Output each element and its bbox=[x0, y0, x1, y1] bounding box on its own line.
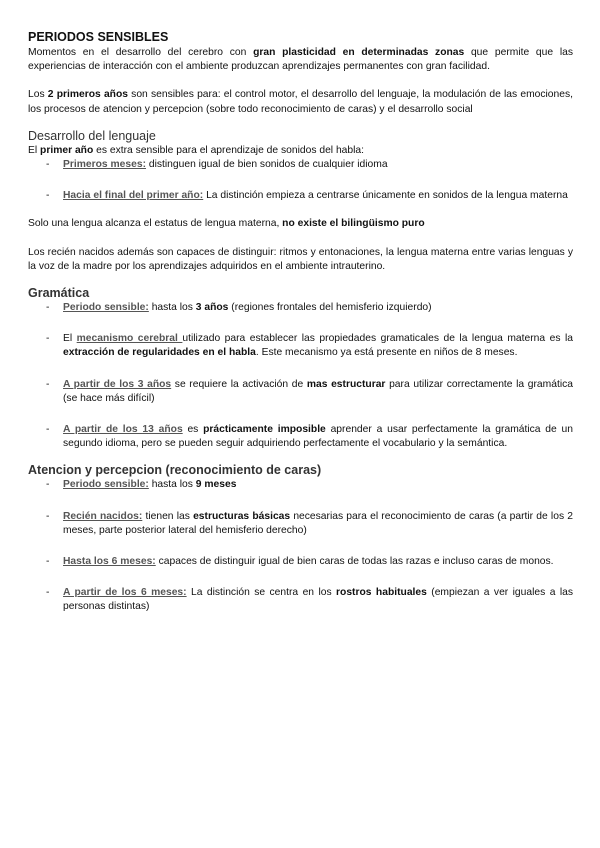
bilinguismo-paragraph: Solo una lengua alcanza el estatus de lengua materna, no existe el bilingüismo puro bbox=[28, 218, 425, 230]
sensitive-areas-paragraph: Los 2 primeros años son sensibles para: el control motor, el desarrollo del lenguaje, la modulación de las emociones, los procesos de atencion y percepcion (sobre todo reconocimiento de caras) y el desarrollo social bbox=[28, 89, 574, 115]
list-item: - A partir de los 6 meses: La distinción se centra en los rostros habituales (empiezan a ver iguales a las personas distintas) bbox=[46, 587, 574, 613]
list-item: - Periodo sensible: hasta los 3 años (regiones frontales del hemisferio izquierdo) bbox=[46, 302, 432, 314]
recien-nacidos-paragraph: Los recién nacidos además son capaces de distinguir: ritmos y entonaciones, la lengua materna entre varias lenguas y la voz de la madre por los aprendizajes adquiridos en el ambiente intrauterino. bbox=[28, 246, 573, 272]
page-title: PERIODOS SENSIBLES bbox=[28, 30, 169, 44]
list-item: - Periodo sensible: hasta los 9 meses bbox=[46, 479, 237, 491]
list-item: - El mecanismo cerebral utilizado para establecer las propiedades gramaticales de la lengua materna es la extracción de regularidades en el habla. Este mecanismo ya está presente en niños de 8 meses. bbox=[46, 333, 573, 359]
list-item: - A partir de los 3 años se requiere la activación de mas estructurar para utilizar correctamente la gramática (se hace más difícil) bbox=[46, 378, 573, 404]
document-page bbox=[28, 30, 573, 615]
atencion-list bbox=[28, 478, 573, 614]
section-heading-lenguaje: Desarrollo del lenguaje bbox=[28, 128, 156, 143]
section-heading-atencion: Atencion y percepcion (reconocimiento de caras) bbox=[28, 463, 322, 478]
list-item: - Hacia el final del primer año: La distinción empieza a centrarse únicamente en sonidos de la lengua materna bbox=[46, 190, 568, 202]
list-item: - Primeros meses: distinguen igual de bien sonidos de cualquier idioma bbox=[46, 159, 388, 171]
lenguaje-list bbox=[28, 158, 573, 203]
list-item: - Hasta los 6 meses: capaces de distinguir igual de bien caras de todas las razas e incluso caras de monos. bbox=[46, 556, 554, 568]
list-item: - Recién nacidos: tienen las estructuras básicas necesarias para el reconocimiento de caras (a partir de los 2 meses, parte posterior lateral del hemisferio derecho) bbox=[46, 510, 573, 536]
section-heading-gramatica: Gramática bbox=[28, 286, 90, 301]
lenguaje-lead: El primer año es extra sensible para el aprendizaje de sonidos del habla: bbox=[28, 144, 365, 156]
intro-paragraph: Momentos en el desarrollo del cerebro con gran plasticidad en determinadas zonas que permite que las experiencias de interacción con el ambiente produzcan aprendizajes permanentes con gran facilidad. bbox=[28, 47, 573, 73]
gramatica-list bbox=[28, 301, 573, 451]
list-item: - A partir de los 13 años es prácticamente imposible aprender a usar perfectamente la gramática de un segundo idioma, pero se pueden seguir adquiriendo perfectamente el vocabulario y la semántica. bbox=[46, 424, 573, 450]
